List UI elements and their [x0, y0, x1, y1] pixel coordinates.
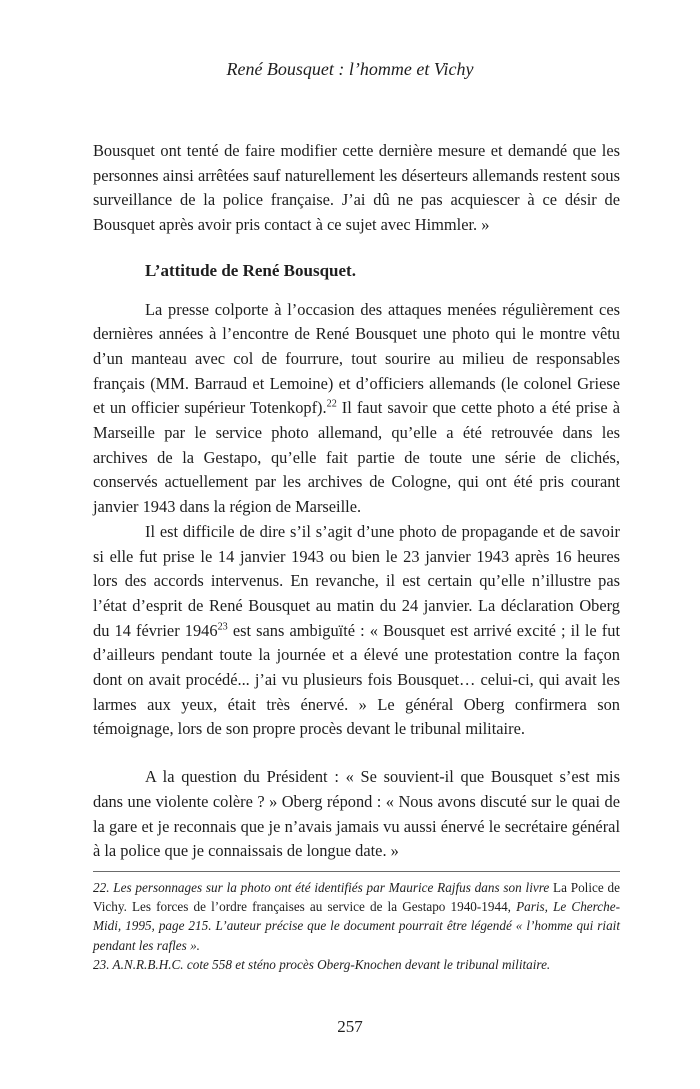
paragraph-photo	[93, 298, 620, 520]
paragraph-oberg-declaration	[93, 520, 620, 742]
running-head	[0, 58, 700, 80]
paragraph-oberg-text-continued: est sans ambiguïté : « Bousquet est arrivé excité ; il le fut d’ailleurs pendant toute la journée et a élevé une protestation contre la façon dont on avait procédé... j’ai vu plusieurs fois Bousquet… celui-ci, qui avait les larmes aux yeux, était très énervé. » Le général Oberg confirmera son témoignage, lors de son propre procès devant le tribunal militaire.	[93, 620, 621, 739]
section-heading: L’attitude de René Bousquet.	[145, 260, 356, 280]
text-block	[93, 139, 620, 864]
paragraph-quote-continuation: Bousquet ont tenté de faire modifier cette dernière mesure et demandé que les personnes ainsi arrêtées sauf naturellement les déserteurs allemands restent sous surveillance de la police française. J’ai dû ne pas acquiescer à ce désir de Bousquet après avoir pris contact à ce sujet avec Himmler. »	[93, 141, 620, 235]
footnote-22-tail: Paris, Le Cherche-Midi, 1995, page 215. L’auteur précise que le document pourrait être légendé « l’homme qui riait pendant les rafles ».	[93, 899, 620, 953]
footnote-reference-22: 22	[326, 398, 337, 410]
paragraph-photo-text: La presse colporte à l’occasion des attaques menées régulièrement ces dernières années à l’encontre de René Bousquet une photo qui le montre vêtu d’un manteau avec col de fourrure, tout sourire au milieu de responsables français (MM. Barraud et Lemoine) et d’officiers allemands (le colonel Griese et un officier supérieur Totenkopf).	[93, 299, 620, 418]
paragraph-photo-text-continued: Il faut savoir que cette photo a été prise à Marseille par le service photo allemand, qu’elle a été retrouvée dans les archives de la Gestapo, qu’elle fait partie de toute une série de clichés, conservés actuellement par les archives de Cologne, qui ont été pris courant janvier 1943 dans la région de Marseille.	[93, 398, 620, 517]
paragraph-oberg-text: Il est difficile de dire s’il s’agit d’une photo de propagande et de savoir si elle fut prise le 14 janvier 1943 ou bien le 23 janvier 1943 après 16 heures lors des accords intervenus. En revanche, il est certain qu’elle n’illustre pas l’état d’esprit de René Bousquet au matin du 24 janvier. La déclaration Oberg du 14 février 1946	[93, 521, 620, 640]
footnote-separator-rule	[93, 871, 620, 872]
paragraph-president-question: A la question du Président : « Se souvient-il que Bousquet s’est mis dans une violente colère ? » Oberg répond : « Nous avons discuté sur le quai de la gare et je reconnais que je n’avais jamais vu aussi énervé le secrétaire général à la police que je connaissais de longue date. »	[93, 767, 620, 861]
footnote-22-lead: 22. Les personnages sur la photo ont été identifiés par Maurice Rajfus dans son livre	[93, 880, 554, 895]
footnote-23: 23. A.N.R.B.H.C. cote 558 et sténo procès Oberg-Knochen devant le tribunal militaire.	[93, 956, 551, 972]
footnote-22-book-title: La Police de Vichy. Les forces de l’ordre françaises au service de la Gestapo 1940-1944,	[93, 880, 620, 915]
footnote-reference-23: 23	[217, 621, 228, 633]
footnote-22	[93, 878, 620, 955]
page-number: 257	[337, 1017, 363, 1036]
running-head-text: René Bousquet : l’homme et Vichy	[226, 59, 474, 79]
footnotes-section	[93, 871, 620, 974]
